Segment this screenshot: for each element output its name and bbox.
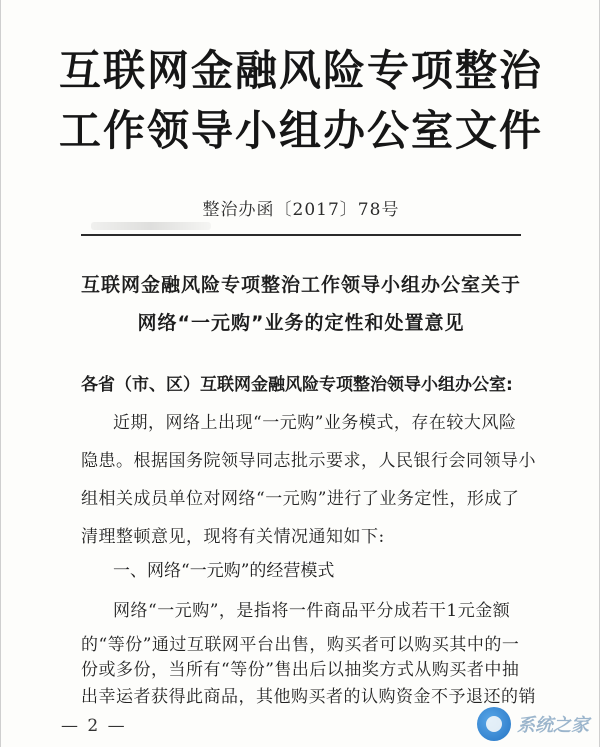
subject-line-1: 互联网金融风险专项整治工作领导小组办公室关于 [80,274,521,296]
paragraph-1-line-3: 组相关成员单位对网络“一元购”进行了业务定性，形成了 [81,489,520,509]
document-title-line-2: 工作领导小组办公室文件 [58,106,543,155]
watermark-text: 系统之家 [517,715,589,736]
paragraph-2-line-2: 的“等份”通过互联网平台出售，购买者可以购买其中的一 [81,635,520,655]
paragraph-1-line-4: 清理整顿意见，现将有关情况通知如下: [81,527,385,547]
document-number: 整治办函〔2017〕78号 [202,200,400,220]
paragraph-2-line-4: 出幸运者获得此商品，其他购买者的认购资金不予退还的销 [81,687,536,707]
header-divider [81,234,521,236]
watermark-logo-icon [477,707,511,741]
paragraph-1-line-1: 近期，网络上出现“一元购”业务模式，存在较大风险 [113,413,517,433]
document-title-line-1: 互联网金融风险专项整治 [58,46,543,95]
paragraph-1-line-2: 隐患。根据国务院领导同志批示要求，人民银行会同领导小 [81,451,536,471]
salutation: 各省（市、区）互联网金融风险专项整治领导小组办公室: [81,375,513,395]
page-number: — 2 — [61,716,127,736]
subject-line-2: 网络“一元购”业务的定性和处置意见 [137,312,465,334]
scan-smudge [91,222,211,230]
section-1-heading: 一、网络“一元购”的经营模式 [113,561,335,581]
paragraph-2-line-3: 份或多份，当所有“等份”售出后以抽奖方式从购买者中抽 [81,660,520,680]
paragraph-2-line-1: 网络“一元购”，是指将一件商品平分成若干1元金额 [113,601,511,621]
watermark [477,707,589,741]
